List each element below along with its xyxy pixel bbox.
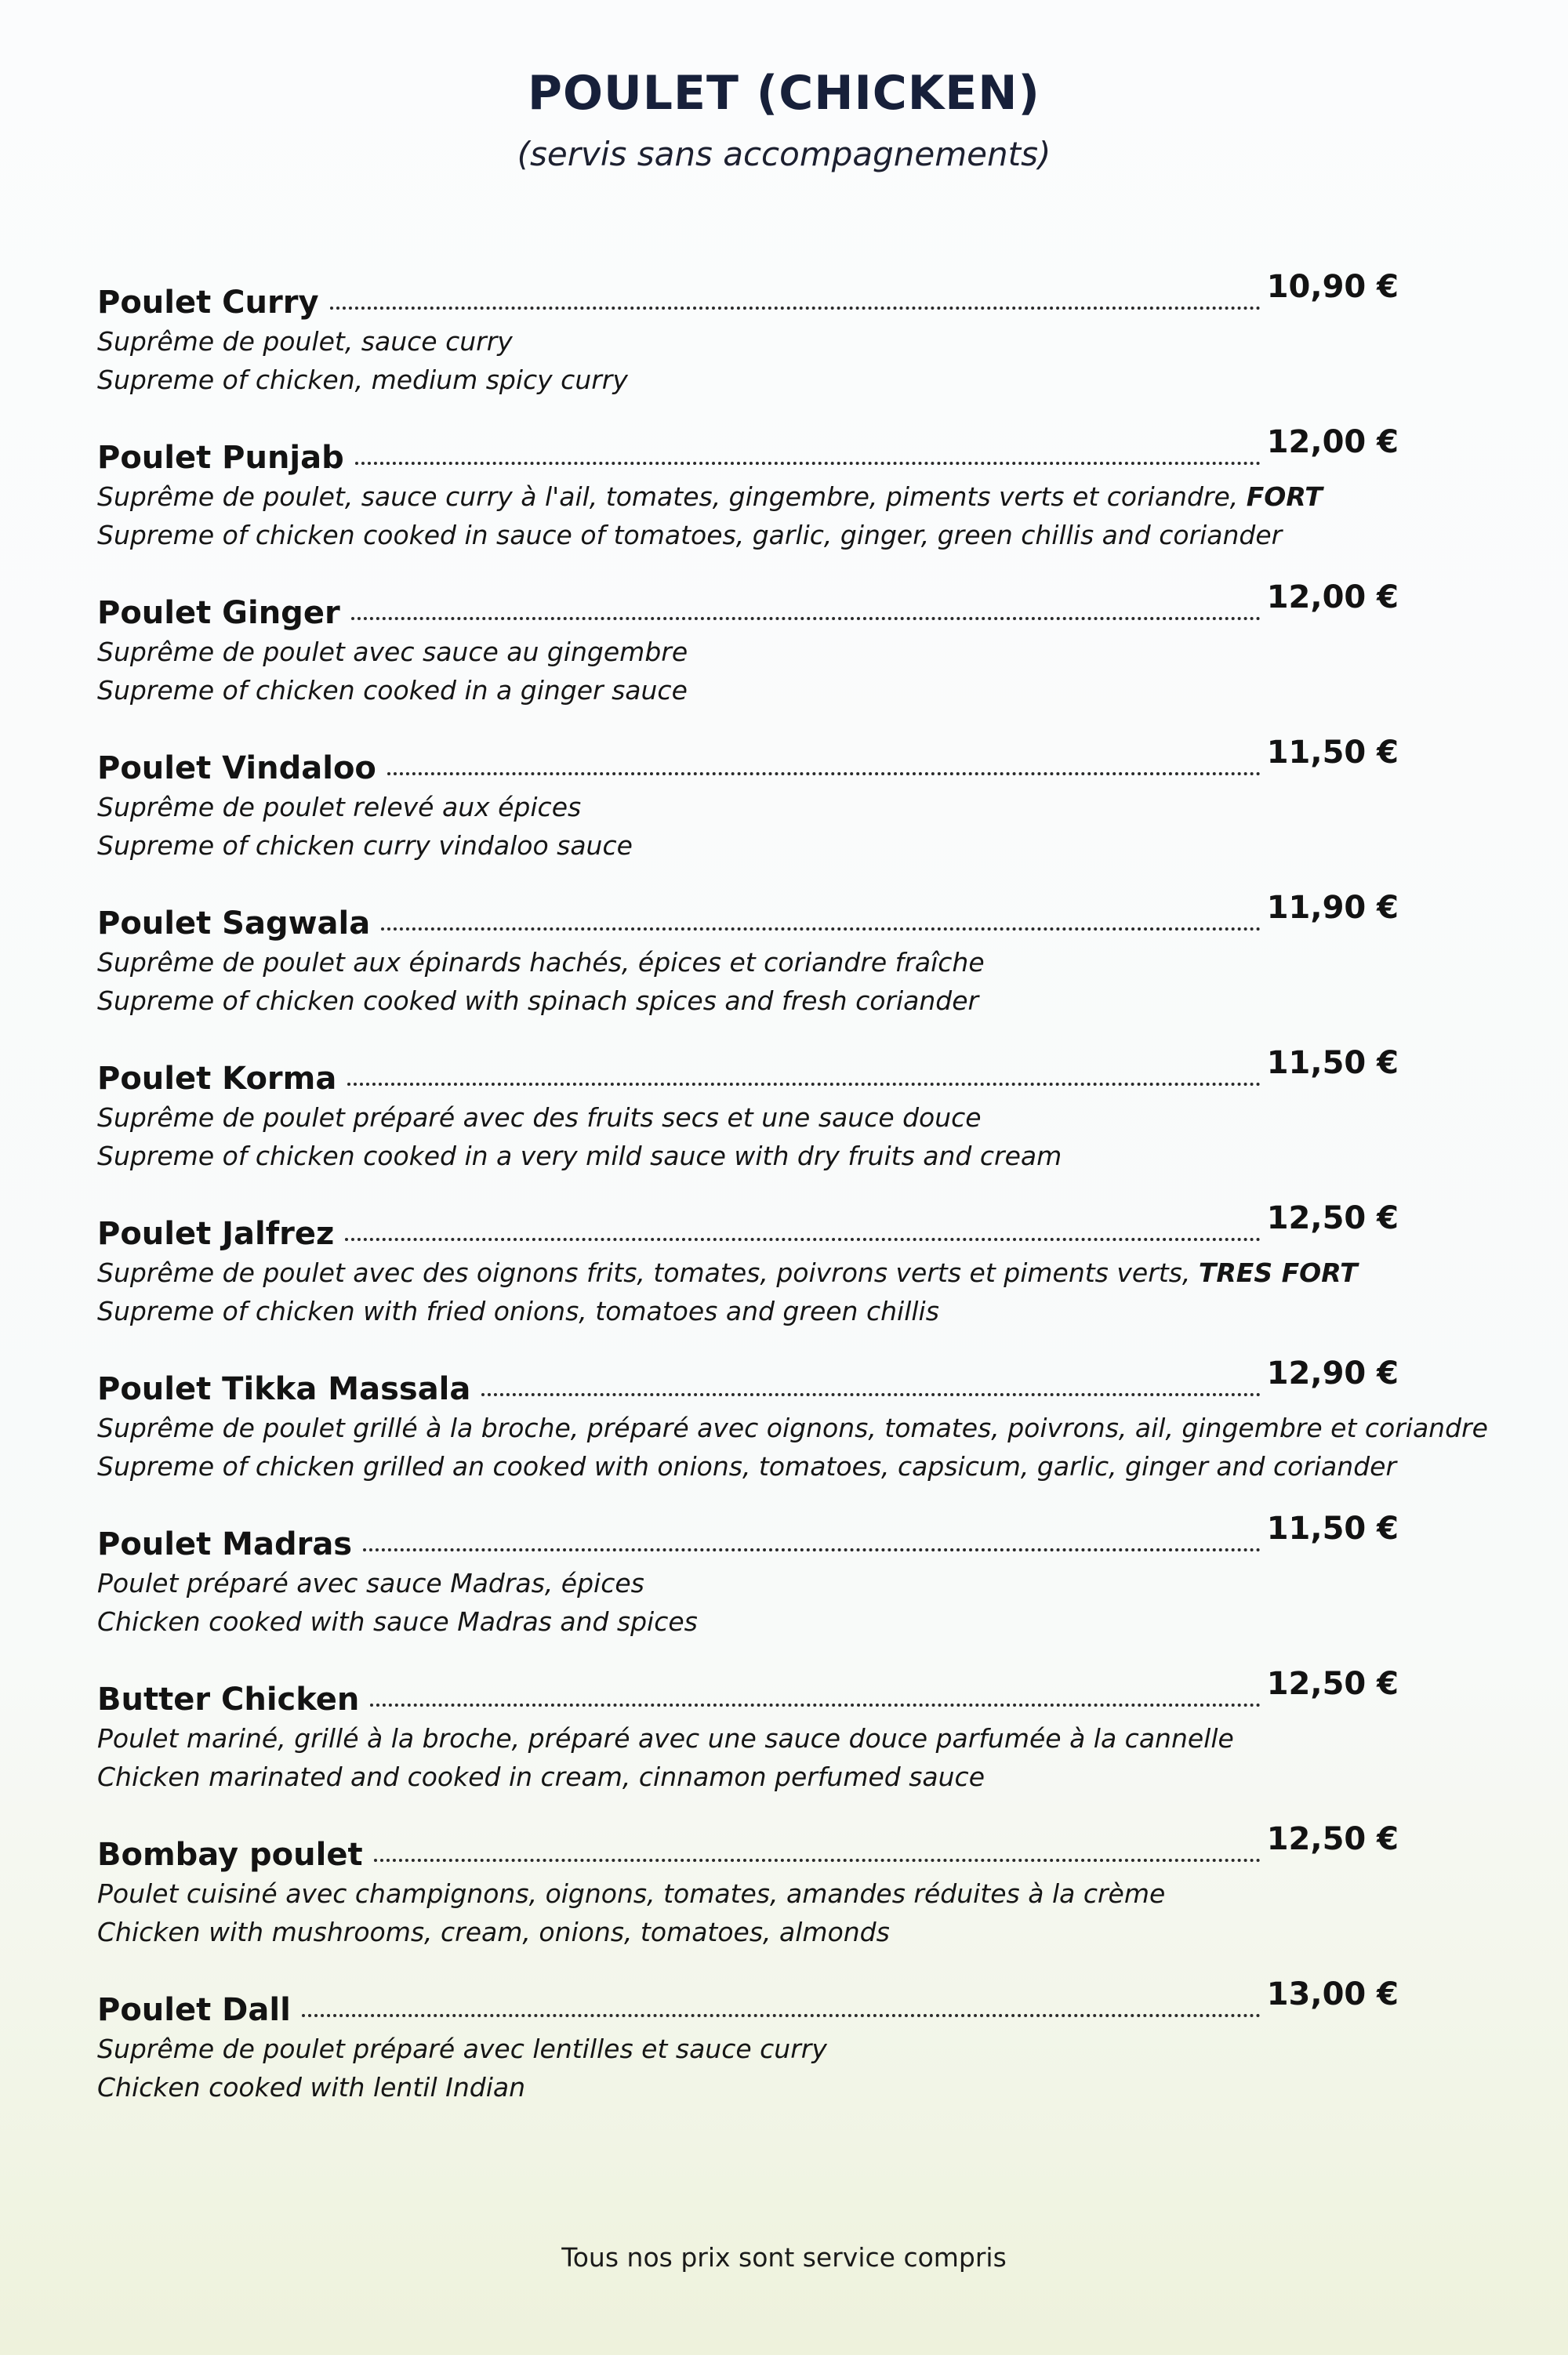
menu-item-desc-en: Chicken marinated and cooked in cream, cinnamon perfumed sauce bbox=[97, 1762, 985, 1792]
menu-item-desc-fr: Suprême de poulet aux épinards hachés, épices et coriandre fraîche bbox=[97, 947, 985, 978]
menu-item-desc-fr: Poulet préparé avec sauce Madras, épices bbox=[97, 1568, 644, 1598]
menu-item-name: Butter Chicken bbox=[97, 1682, 360, 1718]
menu-item-desc-en: Supreme of chicken curry vindaloo sauce bbox=[97, 830, 633, 861]
menu-item-price: 12,90 € bbox=[1266, 1355, 1399, 1392]
menu-item-price: 11,90 € bbox=[1266, 890, 1399, 926]
menu-item-desc-en: Supreme of chicken grilled an cooked with onions, tomatoes, capsicum, garlic, ginger and coriander bbox=[97, 1451, 1397, 1482]
menu-item-desc-fr: Suprême de poulet relevé aux épices bbox=[97, 792, 582, 822]
menu-item-name: Poulet Madras bbox=[97, 1526, 353, 1562]
menu-item-price: 11,50 € bbox=[1266, 1511, 1399, 1547]
menu-item bbox=[97, 891, 1399, 1047]
spice-level-label: TRES FORT bbox=[1198, 1257, 1358, 1288]
dotted-leader bbox=[347, 1082, 1260, 1086]
menu-item bbox=[97, 1667, 1399, 1823]
menu-item-price: 11,50 € bbox=[1266, 735, 1399, 771]
dotted-leader bbox=[387, 771, 1261, 775]
footer-note: Tous nos prix sont service compris bbox=[561, 2242, 1007, 2273]
menu-item-name: Poulet Ginger bbox=[97, 595, 340, 631]
menu-item bbox=[97, 426, 1399, 581]
menu-item-desc-fr: Suprême de poulet préparé avec lentilles et sauce curry bbox=[97, 2034, 827, 2064]
menu-item bbox=[97, 581, 1399, 736]
dotted-leader bbox=[302, 2013, 1261, 2017]
dotted-leader bbox=[370, 1703, 1260, 1707]
dotted-leader bbox=[374, 1858, 1261, 1862]
menu-item bbox=[97, 1047, 1399, 1202]
dotted-leader bbox=[363, 1548, 1261, 1551]
menu-item bbox=[97, 1202, 1399, 1357]
menu-item-desc-fr: Suprême de poulet, sauce curry à l'ail, tomates, gingembre, piments verts et coriandre, FORT bbox=[97, 481, 1323, 512]
menu-item-desc-fr: Poulet mariné, grillé à la broche, préparé avec une sauce douce parfumée à la cannelle bbox=[97, 1723, 1234, 1754]
menu-item-price: 12,50 € bbox=[1266, 1666, 1399, 1702]
menu-item-desc-fr: Suprême de poulet grillé à la broche, préparé avec oignons, tomates, poivrons, ail, gingembre et coriandre bbox=[97, 1413, 1488, 1443]
menu-item-desc-en: Supreme of chicken cooked in a ginger sauce bbox=[97, 675, 688, 706]
menu-item-price: 12,00 € bbox=[1266, 579, 1399, 615]
menu-item-name: Bombay poulet bbox=[97, 1837, 363, 1873]
menu-item-list bbox=[97, 269, 1488, 2133]
menu-item-desc-en: Chicken with mushrooms, cream, onions, tomatoes, almonds bbox=[97, 1917, 890, 1947]
menu-item-desc-en: Chicken cooked with lentil Indian bbox=[97, 2072, 526, 2103]
menu-item-price: 12,50 € bbox=[1266, 1200, 1399, 1236]
menu-item bbox=[97, 1355, 1488, 1512]
menu-item-desc-en: Supreme of chicken cooked in a very mild sauce with dry fruits and cream bbox=[97, 1141, 1062, 1171]
menu-item-desc-fr: Suprême de poulet avec des oignons frits, tomates, poivrons verts et piments verts, TRES FORT bbox=[97, 1257, 1358, 1288]
spice-level-label: FORT bbox=[1246, 481, 1323, 512]
menu-item-name: Poulet Sagwala bbox=[97, 905, 371, 942]
menu-item-desc-fr: Suprême de poulet avec sauce au gingembre bbox=[97, 637, 688, 667]
menu-item bbox=[97, 736, 1399, 891]
menu-item bbox=[97, 1512, 1399, 1667]
page-title: POULET (CHICKEN) bbox=[528, 66, 1040, 121]
menu-item-desc-en: Supreme of chicken, medium spicy curry bbox=[97, 365, 628, 395]
menu-item-name: Poulet Tikka Massala bbox=[97, 1371, 471, 1407]
dotted-leader bbox=[381, 927, 1260, 931]
menu-item-name: Poulet Vindaloo bbox=[97, 750, 376, 786]
menu-item-price: 12,00 € bbox=[1266, 424, 1399, 460]
menu-item bbox=[97, 1978, 1399, 2133]
dotted-leader bbox=[345, 1237, 1260, 1241]
dotted-leader bbox=[481, 1392, 1260, 1396]
dotted-leader bbox=[351, 616, 1261, 620]
menu-item-name: Poulet Jalfrez bbox=[97, 1216, 335, 1252]
page-subtitle: (servis sans accompagnements) bbox=[517, 135, 1051, 173]
menu-item-desc-en: Chicken cooked with sauce Madras and spices bbox=[97, 1606, 698, 1637]
menu-item-desc-en: Supreme of chicken with fried onions, tomatoes and green chillis bbox=[97, 1296, 939, 1326]
menu-item-desc-fr: Poulet cuisiné avec champignons, oignons, tomates, amandes réduites à la crème bbox=[97, 1878, 1166, 1909]
dotted-leader bbox=[330, 306, 1261, 310]
menu-item-name: Poulet Korma bbox=[97, 1061, 337, 1097]
menu-item-desc-fr: Suprême de poulet, sauce curry bbox=[97, 326, 513, 357]
menu-item-desc-en: Supreme of chicken cooked with spinach spices and fresh coriander bbox=[97, 985, 979, 1016]
menu-item-desc-en: Supreme of chicken cooked in sauce of tomatoes, garlic, ginger, green chillis and coriander bbox=[97, 520, 1283, 550]
menu-item-price: 11,50 € bbox=[1266, 1045, 1399, 1081]
menu-item-price: 12,50 € bbox=[1266, 1821, 1399, 1857]
menu-item-name: Poulet Curry bbox=[97, 285, 319, 321]
menu-item-name: Poulet Dall bbox=[97, 1992, 291, 2028]
menu-item bbox=[97, 270, 1399, 426]
menu-item-desc-fr: Suprême de poulet préparé avec des fruits secs et une sauce douce bbox=[97, 1102, 982, 1133]
menu-item bbox=[97, 1823, 1399, 1978]
dotted-leader bbox=[355, 461, 1261, 465]
menu-item-price: 13,00 € bbox=[1266, 1976, 1399, 2012]
menu-item-price: 10,90 € bbox=[1266, 269, 1399, 305]
menu-item-name: Poulet Punjab bbox=[97, 440, 344, 476]
